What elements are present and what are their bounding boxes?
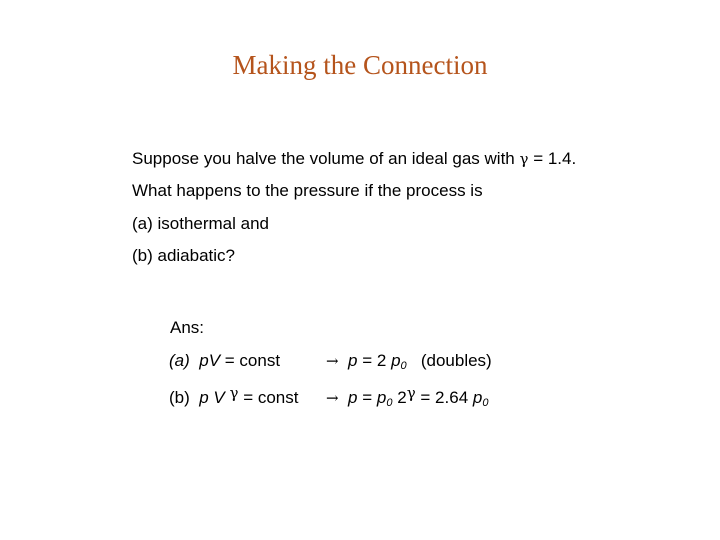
arrow-icon: →	[326, 352, 339, 370]
answer-a-result	[326, 351, 492, 372]
answer-a-label: (a)	[169, 351, 190, 370]
subscript-zero: 0	[386, 397, 393, 409]
answer-b-p0: p	[376, 388, 387, 407]
gamma-value: = 1.4.	[533, 149, 577, 168]
gamma-exponent: γ	[406, 384, 416, 402]
answer-a-const: = const	[224, 351, 281, 370]
option-a: (a) isothermal and	[132, 214, 270, 233]
answer-b-pv: p V	[199, 388, 225, 407]
gamma-exponent: γ	[229, 384, 239, 402]
subscript-zero: 0	[400, 360, 407, 372]
answer-b-equation	[169, 384, 299, 408]
arrow-icon: →	[326, 389, 339, 407]
answer-b-two: 2	[397, 388, 407, 407]
answer-a-factor: = 2	[362, 351, 387, 370]
answer-b-value: = 2.64	[420, 388, 469, 407]
answer-a-p: p	[348, 351, 358, 370]
question-text: Suppose you halve the volume of an ideal gas with	[132, 149, 515, 168]
answer-label: Ans:	[170, 318, 205, 337]
answer-a-p0: p	[391, 351, 401, 370]
subscript-zero: 0	[482, 397, 489, 409]
answer-a-equation	[169, 351, 280, 371]
option-b: (b) adiabatic?	[132, 246, 236, 265]
question-line-2: What happens to the pressure if the process is	[132, 181, 483, 200]
slide-title: Making the Connection	[232, 50, 488, 80]
answer-b-const: = const	[243, 388, 299, 407]
question-line-1	[132, 149, 576, 169]
answer-b-p: p	[348, 388, 358, 407]
answer-b-result	[326, 384, 488, 409]
answer-b-p0-final: p	[472, 388, 483, 407]
answer-a-note: (doubles)	[420, 351, 492, 370]
answer-b-label: (b)	[169, 388, 190, 407]
answer-a-pv: pV	[199, 351, 221, 370]
gamma-symbol: γ	[519, 150, 529, 168]
answer-b-equals: =	[362, 388, 373, 407]
